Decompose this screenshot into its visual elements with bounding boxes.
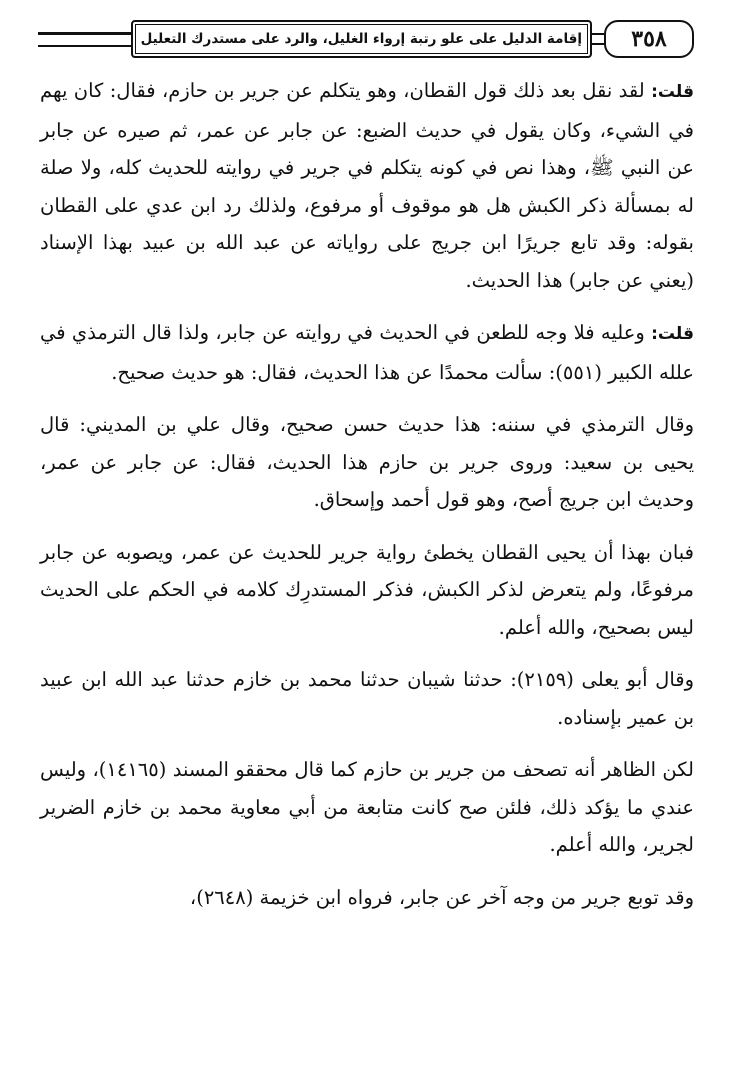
running-title: إقامة الدليل على علو رتبة إرواء الغليل، والرد على مستدرك التعليل [131,20,592,58]
paragraph-lead: قلت: [651,324,694,344]
paragraph-3 [40,406,694,519]
paragraph-text: وقال أبو يعلى (٢١٥٩): حدثنا شيبان حدثنا محمد بن خازم حدثنا عبد الله ابن عبيد بن عمير بإسناده. [40,668,695,729]
paragraph-4 [40,534,694,647]
paragraph-7 [40,879,694,917]
paragraph-text: لقد نقل بعد ذلك قول القطان، وهو يتكلم عن جرير بن حازم، فقال: كان يهم في الشيء، وكان يقول في حديث الضبع: عن جابر عن عمر، ثم صيره عن جابر عن النبي ﷺ، وهذا نص في كونه يتكلم في جرير في روايته للحديث كله، ولا صلة له بمسألة ذكر الكبش هل هو موقوف أو مرفوع، ولذلك رد ابن عدي على القطان بقوله: وقد تابع جريرًا ابن جريج على رواياته عن عبد الله بن عبيد بهذا الإسناد (يعني عن جابر) هذا الحديث. [40,79,694,292]
paragraph-text: وعليه فلا وجه للطعن في الحديث في روايته عن جابر، ولذا قال الترمذي في علله الكبير (٥٥١): سألت محمدًا عن هذا الحديث، فقال: هو حديث صحيح. [40,321,694,384]
page-header [38,14,694,64]
paragraph-1 [40,72,694,299]
paragraph-lead: قلت: [651,82,694,102]
header-rule [38,32,131,47]
paragraph-text: فبان بهذا أن يحيى القطان يخطئ رواية جرير للحديث عن عمر، ويصوبه عن جابر مرفوعًا، ولم يتعرض لذكر الكبش، فذكر المستدرِك كلامه في الحكم على الحديث ليس بصحيح، والله أعلم. [40,540,694,639]
page-body [40,72,694,931]
paragraph-text: لكن الظاهر أنه تصحف من جرير بن حازم كما قال محققو المسند (١٤١٦٥)، وليس عندي ما يؤكد ذلك، فلئن صح كانت متابعة من أبي معاوية محمد بن خازم الضرير لجرير، والله أعلم. [40,758,694,856]
page-number: ٣٥٨ [604,20,694,58]
paragraph-text: وقال الترمذي في سننه: هذا حديث حسن صحيح، وقال علي بن المديني: قال يحيى بن سعيد: وروى جرير بن حازم هذا الحديث، فقال: عن جابر عن عمر، وحديث ابن جريج أصح، وهو قول أحمد وإسحاق. [40,413,694,511]
paragraph-2 [40,314,694,391]
paragraph-text: وقد توبع جرير من وجه آخر عن جابر، فرواه ابن خزيمة (٢٦٤٨)، [189,885,694,909]
header-connector [592,33,604,45]
paragraph-6 [40,751,694,864]
paragraph-5 [40,661,694,736]
